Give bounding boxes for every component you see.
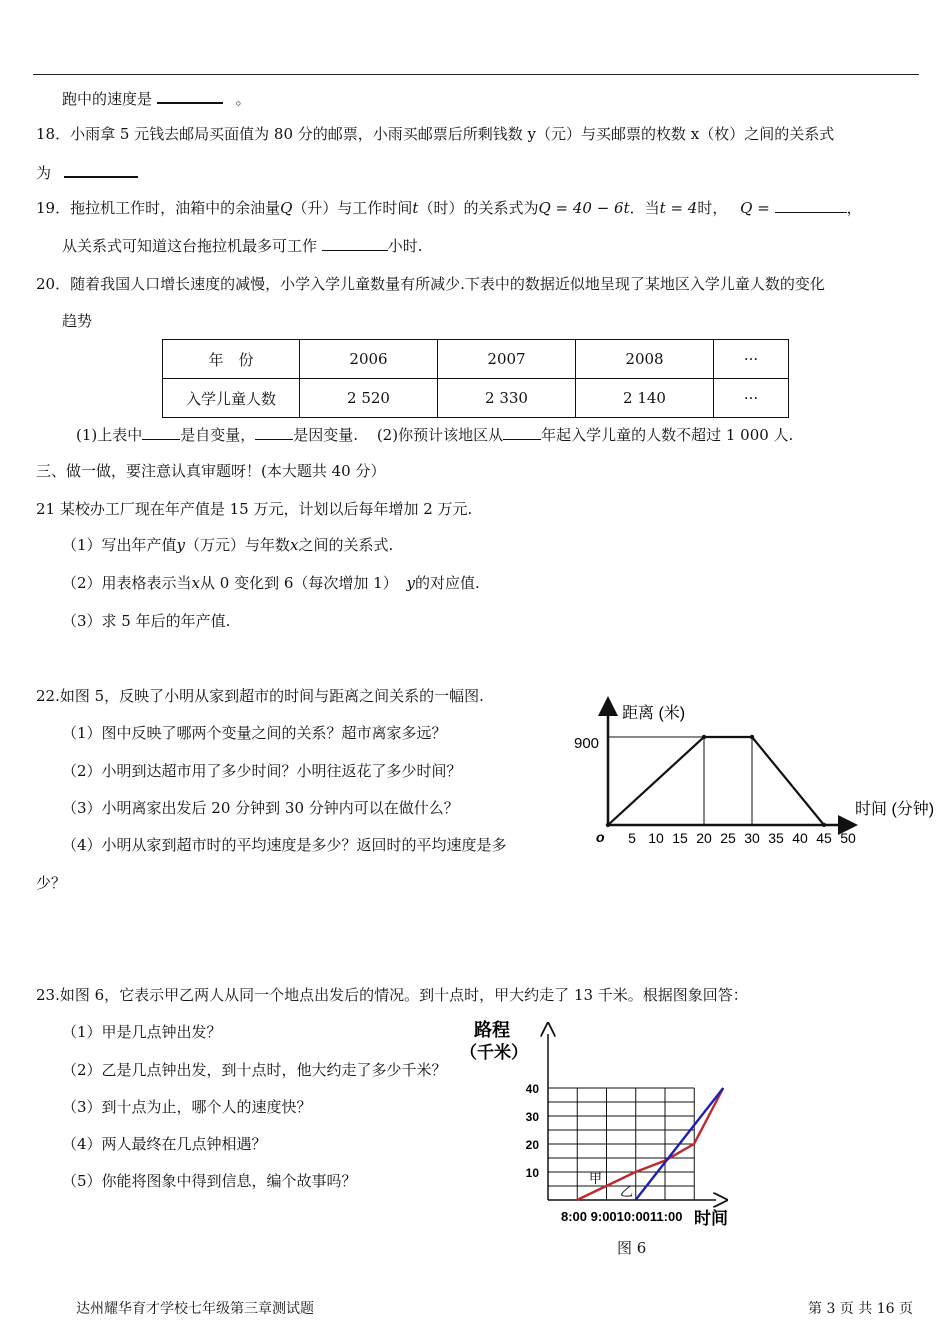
fig5-x-tick-label: 5 xyxy=(628,830,636,846)
fig6-ylabel-1: 路程 xyxy=(474,1020,510,1040)
fig6-y-tick-label: 10 xyxy=(525,1166,539,1180)
q18-line1: 18．小雨拿 5 元钱去邮局买面值为 80 分的邮票，小雨买邮票后所剩钱数 y（元）与买邮票的枚数 x（枚）之间的关系式 xyxy=(36,125,835,143)
q22-part4: （4）小明从家到超市时的平均速度是多少？返回时的平均速度是多 xyxy=(62,836,507,854)
fig6-y-tick-label: 30 xyxy=(525,1110,539,1124)
fig6-ylabel-2: （千米） xyxy=(460,1043,528,1062)
fig5-origin: o xyxy=(596,829,605,845)
fig5-ylabel: 距离 (米) xyxy=(622,705,686,722)
q23-title: 23.如图 6，它表示甲乙两人从同一个地点出发后的情况。到十点时，甲大约走了 13 千米。根据图象回答： xyxy=(36,986,748,1004)
page-number: 第 3 页 共 16 页 xyxy=(808,1301,913,1317)
fig5-x-tick-label: 25 xyxy=(720,830,736,846)
fig5-x-tick-label: 45 xyxy=(816,830,832,846)
q20-subquestions: (1)上表中 是自变量， 是因变量. (2)你预计该地区从 年起入学儿童的人数不超过 1 000 人. xyxy=(76,426,794,444)
fig5-series-line xyxy=(608,737,824,825)
table-row: 入学儿童人数 2 520 2 330 2 140 ··· xyxy=(163,379,789,418)
q23-part4: （4）两人最终在几点钟相遇？ xyxy=(62,1135,267,1153)
q18-line2: 为 xyxy=(36,162,138,183)
footer-title: 达州耀华育才学校七年级第三章测试题 xyxy=(76,1301,314,1317)
q17-tail: 跑中的速度是 。 xyxy=(62,90,251,108)
fig6-y-tick-label: 20 xyxy=(525,1138,539,1152)
fig6-xlabel: 时间 xyxy=(694,1209,728,1228)
section-3-title: 三、做一做，要注意认真审题呀！(本大题共 40 分） xyxy=(36,462,386,480)
fig6-caption: 图 6 xyxy=(617,1239,647,1257)
q19-line2: 从关系式可知道这台拖拉机最多可工作 小时. xyxy=(62,237,423,255)
fig6-y-tick-label: 40 xyxy=(525,1082,539,1096)
q22-title: 22.如图 5，反映了小明从家到超市的时间与距离之间关系的一幅图. xyxy=(36,687,484,705)
fig6-label-yi: 乙 xyxy=(620,1184,634,1199)
fig5-x-tick-label: 35 xyxy=(768,830,784,846)
fig5-xlabel: 时间 (分钟) xyxy=(855,801,935,818)
q20-line2: 趋势 xyxy=(62,312,93,330)
fig5-x-tick-label: 30 xyxy=(744,830,760,846)
fig5-x-tick-label: 10 xyxy=(648,830,664,846)
q23-part2: （2）乙是几点钟出发，到十点时，他大约走了多少千米？ xyxy=(62,1061,447,1079)
fig5-point xyxy=(822,823,826,827)
fig6-x-tick-labels: 8:00 9:0010:0011:00 xyxy=(561,1209,683,1224)
q23-part1: （1）甲是几点钟出发？ xyxy=(62,1023,222,1041)
q19-line1: 19．拖拉机工作时，油箱中的余油量Q（升）与工作时间t（时）的关系式为Q = 40 − 6t．当t = 4时， Q = ， xyxy=(36,199,862,217)
fig5-point xyxy=(606,823,610,827)
fig5-point xyxy=(702,735,706,739)
fig5-x-tick-label: 15 xyxy=(672,830,688,846)
q22-part3: （3）小明离家出发后 20 分钟到 30 分钟内可以在做什么？ xyxy=(62,799,459,817)
q22-part1: （1）图中反映了哪两个变量之间的关系？超市离家多远？ xyxy=(62,724,447,742)
fig5-x-tick-label: 40 xyxy=(792,830,808,846)
q22-part2: （2）小明到达超市用了多少时间？小明往返花了多少时间？ xyxy=(62,762,462,780)
fig5-y-value-label: 900 xyxy=(574,735,600,752)
q21-title: 21 某校办工厂现在年产值是 15 万元，计划以后每年增加 2 万元. xyxy=(36,500,473,518)
q21-part1: （1）写出年产值y（万元）与年数x之间的关系式. xyxy=(62,536,394,554)
fig5-point xyxy=(750,735,754,739)
q21-part2: （2）用表格表示当x从 0 变化到 6（每次增加 1） y的对应值. xyxy=(62,574,480,592)
q23-part3: （3）到十点为止，哪个人的速度快？ xyxy=(62,1098,312,1116)
q22-part4-cont: 少？ xyxy=(36,874,67,892)
q21-part3: （3）求 5 年后的年产值. xyxy=(62,612,231,630)
fig5-x-tick-label: 20 xyxy=(696,830,712,846)
fig5-x-tick-label: 50 xyxy=(840,830,856,846)
q23-part5: （5）你能将图象中得到信息，编个故事吗？ xyxy=(62,1172,357,1190)
table-row: 年 份 2006 2007 2008 ··· xyxy=(163,340,789,379)
fig6-label-jia: 甲 xyxy=(589,1171,603,1186)
q20-line1: 20．随着我国人口增长速度的减慢，小学入学儿童数量有所减少.下表中的数据近似地呈现了某地区入学儿童人数的变化 xyxy=(36,275,825,293)
